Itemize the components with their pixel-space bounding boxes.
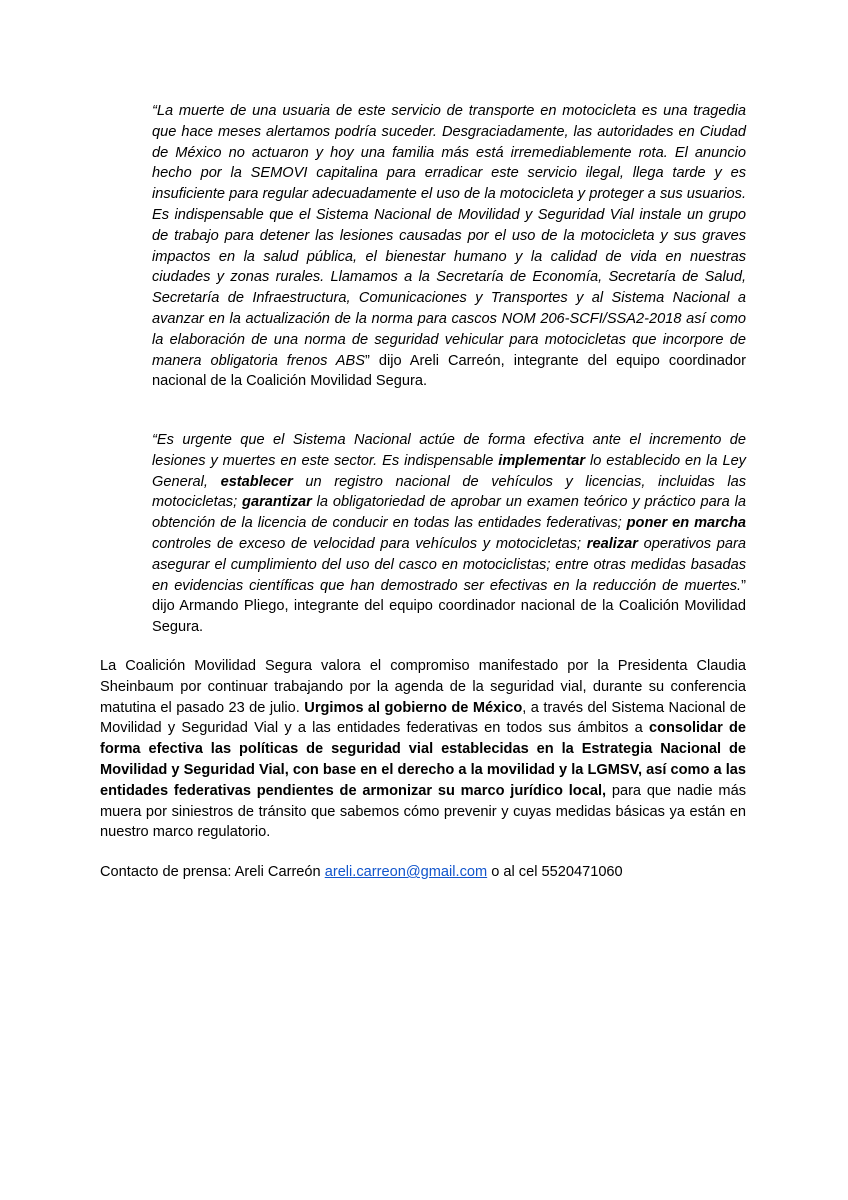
contact-email-link[interactable]: areli.carreon@gmail.com [324,864,488,880]
statement-paragraph: La Coalición Movilidad Segura valora el compromiso manifestado por la Presidenta Claudia Sheinbaum por continuar trabajando por la agenda de la seguridad vial, durante su conferencia matutina el pasado 23 de julio. Urgimos al gobierno de México, a través del Sistema Nacional de Movilidad y Seguridad Vial y a las entidades federativas en todos sus ámbitos a consolidar de forma efectiva las políticas de seguridad vial establecidas en la Estrategia Nacional de Movilidad y Seguridad Vial, con base en el derecho a la movilidad y la LGMSV, así como a las entidades federativas pendientes de armonizar su marco jurídico local, para que nadie más muera por siniestros de tránsito que sabemos cómo prevenir y cuyas medidas básicas ya están en nuestro marco regulatorio. [100,658,746,841]
quote-armando-pliego [152,430,746,638]
quote-attribution: ” dijo Armando Pliego, integrante del equipo coordinador nacional de la Coalición Movilidad Segura. [152,577,746,636]
emphasis-urgimos: Urgimos al gobierno de México [304,699,523,716]
emphasis-establecer: establecer [220,473,293,490]
contact-phone: o al cel 5520471060 [487,864,623,880]
emphasis-garantizar: garantizar [242,494,312,511]
quote-attribution: ” dijo Areli Carreón, integrante del equipo coordinador nacional de la Coalición Movilidad Segura. [152,352,746,390]
emphasis-realizar: realizar [586,535,638,552]
quote-areli-carreon [152,101,746,392]
emphasis-implementar: implementar [498,452,586,469]
press-contact [100,862,746,883]
quote-text: “La muerte de una usuaria de este servicio de transporte en motocicleta es una tragedia que hace meses alertamos podría suceder. Desgraciadamente, las autoridades en Ciudad de México no actuaron y hoy una familia más está irremediablemente rota. El anuncio hecho por la SEMOVI capitalina para erradicar este servicio ilegal, llega tarde y es insuficiente para regular adecuadamente el uso de la motocicleta y proteger a sus usuarios. Es indispensable que el Sistema Nacional de Movilidad y Seguridad Vial instale un grupo de trabajo para detener las lesiones causadas por el uso de la motocicleta y sus graves impactos en la salud pública, el bienestar humano y la calidad de vida en nuestras ciudades y zonas rurales. Llamamos a la Secretaría de Economía, Secretaría de Salud, Secretaría de Infraestructura, Comunicaciones y Transportes y al Sistema Nacional a avanzar en la actualización de la norma para cascos NOM 206-SCFI/SSA2-2018 así como la elaboración de una norma de seguridad vehicular para motocicletas que incorpore de manera obligatoria frenos ABS [152,103,746,369]
emphasis-consolidar: consolidar de forma efectiva las políticas de seguridad vial establecidas en la Estrategia Nacional de Movilidad y Seguridad Vial, con base en el derecho a la movilidad y la LGMSV, así como a las entidades federativas pendientes de armonizar su marco jurídico local, [100,720,746,799]
quote-text-segment: “Es urgente que el Sistema Nacional actúe de forma efectiva ante el incremento de lesiones y muertes en este sector. Es indispensable implementar lo establecido en la Ley General, establecer un registro nacional de vehículos y licencias, incluidas las motocicletas; garantizar la obligatoriedad de aprobar un examen teórico y práctico para la obtención de la licencia de conducir en todas las entidades federativas; poner en marcha controles de exceso de velocidad para vehículos y motocicletas; realizar operativos para asegurar el cumplimiento del uso del casco en motociclistas; entre otras medidas basadas en evidencias científicas que han demostrado ser efectivas en la reducción de muertes. [152,432,747,594]
contact-label: Contacto de prensa: Areli Carreón [100,864,325,880]
emphasis-poner-en-marcha: poner en marcha [626,515,746,532]
